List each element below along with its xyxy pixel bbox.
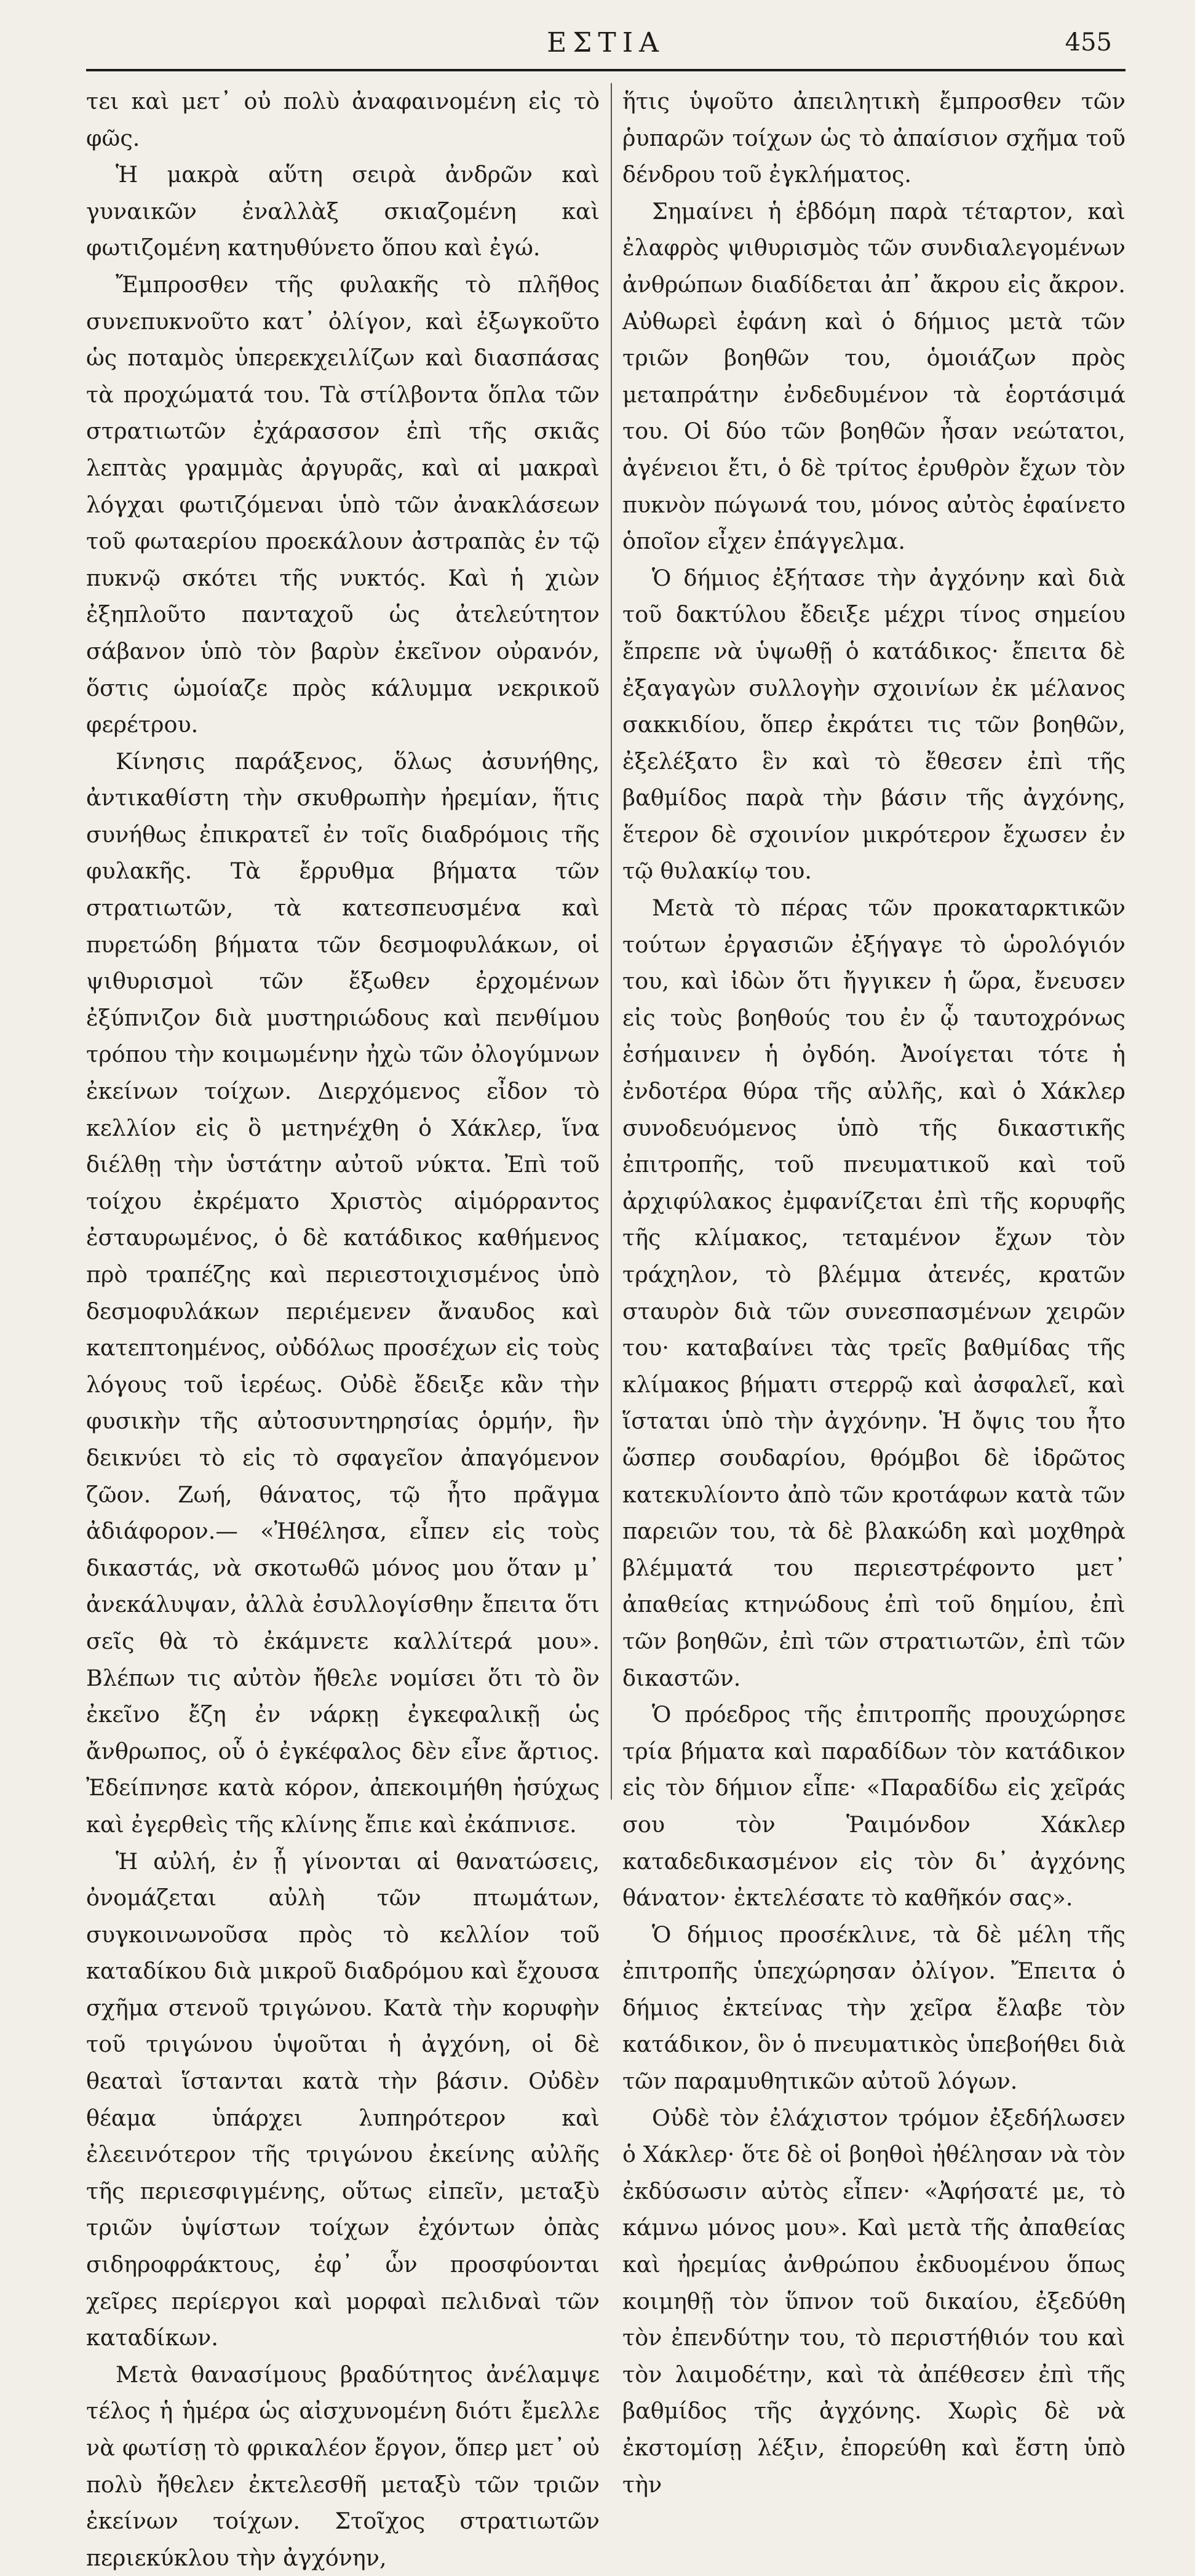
page-header [86,25,1126,74]
paragraph: Ὁ πρόεδρος τῆς ἐπιτροπῆς προυχώρησε τρία βήματα καὶ παραδίδων τὸν κατάδικον εἰς τὸν δήμιον εἶπε· «Παραδίδω εἰς χεῖράς σου τὸν Ῥαιμόνδον Χάκλερ καταδεδικασμένον εἰς τὸν δι᾽ ἀγχόνης θάνατον· ἐκτελέσατε τὸ καθῆκόν σας». [622,1701,1126,1912]
paragraph: Σημαίνει ἡ ἑβδόμη παρὰ τέταρτον, καὶ ἐλαφρὸς ψιθυρισμὸς τῶν συνδιαλεγομένων ἀνθρώπων διαδίδεται ἀπ᾽ ἄκρου εἰς ἄκρον. Αὐθωρεὶ ἐφάνη καὶ ὁ δήμιος μετὰ τῶν τριῶν βοηθῶν του, ὁμοιάζων πρὸς μεταπράτην ἐνδεδυμένον τὰ ἑορτάσιμά του. Οἱ δύο τῶν βοηθῶν ἦσαν νεώτατοι, ἀγένειοι ἔτι, ὁ δὲ τρίτος ἐρυθρὸν ἔχων τὸν πυκνὸν πώγωνά του, μόνος αὐτὸς ἐφαίνετο ὁποῖον εἶχεν ἐπάγγελμα. [622,197,1126,555]
paragraph: Κίνησις παράξενος, ὅλως ἀσυνήθης, ἀντικαθίστη τὴν σκυθρωπὴν ἠρεμίαν, ἥτις συνήθως ἐπικρατεῖ ἐν τοῖς διαδρόμοις τῆς φυλακῆς. Τὰ ἔρρυθμα βήματα τῶν στρατιωτῶν, τὰ κατεσπευσμένα καὶ πυρετώδη βήματα τῶν δεσμοφυλάκων, οἱ ψιθυρισμοὶ τῶν ἔξωθεν ἐρχομένων ἐξύπνιζον διὰ μυστηριώδους καὶ πενθίμου τρόπου τὴν κοιμωμένην ἠχὼ τῶν ὀλογύμνων ἐκείνων τοίχων. Διερχόμενος εἶδον τὸ κελλίον εἰς ὃ μετηνέχθη ὁ Χάκλερ, ἵνα διέλθῃ τὴν ὑστάτην αὐτοῦ νύκτα. Ἐπὶ τοῦ τοίχου ἐκρέματο Χριστὸς αἱμόρραντος ἐσταυρωμένος, ὁ δὲ κατάδικος καθήμενος πρὸ τραπέζης καὶ περιεστοιχισμένος ὑπὸ δεσμοφυλάκων περιέμενεν ἄναυδος καὶ κατεπτοημένος, οὐδόλως προσέχων εἰς τοὺς λόγους τοῦ ἱερέως. Οὐδὲ ἔδειξε κἂν τὴν φυσικὴν τῆς αὐτοσυντηρησίας ὁρμήν, ἣν δεικνύει τὸ εἰς τὸ σφαγεῖον ἀπαγόμενον ζῶον. Ζωή, θάνατος, τῷ ἦτο πρᾶγμα ἀδιάφορον.— «Ἠθέλησα, εἶπεν εἰς τοὺς δικαστάς, νὰ σκοτωθῶ μόνος μου ὅταν μ᾽ ἀνεκάλυψαν, ἀλλὰ ἐσυλλογίσθην ἔπειτα ὅτι σεῖς θὰ τὸ ἐκάμνετε καλλίτερά μου». Βλέπων τις αὐτὸν ἤθελε νομίσει ὅτι τὸ ὂν ἐκεῖνο ἔζη ἐν νάρκῃ ἐγκεφαλικῇ ὡς ἄνθρωπος, οὗ ὁ ἐγκέφαλος δὲν εἶνε ἄρτιος. Ἐδείπνησε κατὰ κόρον, ἀπεκοιμήθη ἡσύχως καὶ ἐγερθεὶς τῆς κλίνης ἔπιε καὶ ἐκάπνισε. [86,748,600,1838]
right-column [622,83,1126,2498]
paragraph: Ὁ δήμιος προσέκλινε, τὰ δὲ μέλη τῆς ἐπιτροπῆς ὑπεχώρησαν ὀλίγον. Ἔπειτα ὁ δήμιος ἐκτείνας τὴν χεῖρα ἔλαβε τὸν κατάδικον, ὃν ὁ πνευματικὸς ὑπεβοήθει διὰ τῶν παραμυθητικῶν αὐτοῦ λόγων. [622,1921,1126,2095]
paragraph: ἥτις ὑψοῦτο ἀπειλητικὴ ἔμπροσθεν τῶν ῥυπαρῶν τοίχων ὡς τὸ ἀπαίσιον σχῆμα τοῦ δένδρου τοῦ ἐγκλήματος. [622,88,1126,188]
paragraph: Μετὰ τὸ πέρας τῶν προκαταρκτικῶν τούτων ἐργασιῶν ἐξήγαγε τὸ ὡρολόγιόν του, καὶ ἰδὼν ὅτι ἤγγικεν ἡ ὥρα, ἔνευσεν εἰς τοὺς βοηθούς του ἐν ᾧ ταυτοχρόνως ἐσήμαινεν ἡ ὀγδόη. Ἀνοίγεται τότε ἡ ἐνδοτέρα θύρα τῆς αὐλῆς, καὶ ὁ Χάκλερ συνοδευόμενος ὑπὸ τῆς δικαστικῆς ἐπιτροπῆς, τοῦ πνευματικοῦ καὶ τοῦ ἀρχιφύλακος ἐμφανίζεται ἐπὶ τῆς κορυφῆς τῆς κλίμακος, τεταμένον ἔχων τὸν τράχηλον, τὸ βλέμμα ἀτενές, κρατῶν σταυρὸν διὰ τῶν συνεσπασμένων χειρῶν του· καταβαίνει τὰς τρεῖς βαθμίδας τῆς κλίμακος βήματι στερρῷ καὶ ἀσφαλεῖ, καὶ ἵσταται ὑπὸ τὴν ἀγχόνην. Ἡ ὄψις του ἦτο ὥσπερ σουδαρίου, θρόμβοι δὲ ἱδρῶτος κατεκυλίοντο ἀπὸ τῶν κροτάφων κατὰ τῶν παρειῶν του, τὰ δὲ βλακώδη καὶ μοχθηρὰ βλέμματά του περιεστρέφοντο μετ᾽ ἀπαθείας κτηνώδους ἐπὶ τοῦ δημίου, ἐπὶ τῶν βοηθῶν, ἐπὶ τῶν στρατιωτῶν, ἐπὶ τῶν δικαστῶν. [622,895,1126,1691]
paragraph: Ὁ δήμιος ἐξήτασε τὴν ἀγχόνην καὶ διὰ τοῦ δακτύλου ἔδειξε μέχρι τίνος σημείου ἔπρεπε νὰ ὑψωθῇ ὁ κατάδικος· ἔπειτα δὲ ἐξαγαγὼν συλλογὴν σχοινίων ἐκ μέλανος σακκιδίου, ὅπερ ἐκράτει τις τῶν βοηθῶν, ἐξελέξατο ἓν καὶ τὸ ἔθεσεν ἐπὶ τῆς βαθμίδος παρὰ τὴν βάσιν τῆς ἀγχόνης, ἕτερον δὲ σχοινίον μικρότερον ἔχωσεν ἐν τῷ θυλακίῳ του. [622,564,1126,885]
paragraph: Ἡ αὐλή, ἐν ᾗ γίνονται αἱ θανατώσεις, ὀνομάζεται αὐλὴ τῶν πτωμάτων, συγκοινωνοῦσα πρὸς τὸ κελλίον τοῦ καταδίκου διὰ μικροῦ διαδρόμου καὶ ἔχουσα σχῆμα στενοῦ τριγώνου. Κατὰ τὴν κορυφὴν τοῦ τριγώνου ὑψοῦται ἡ ἀγχόνη, οἱ δὲ θεαταὶ ἵστανται κατὰ τὴν βάσιν. Οὐδὲν θέαμα ὑπάρχει λυπηρότερον καὶ ἐλεεινότερον τῆς τριγώνου ἐκείνης αὐλῆς τῆς περιεσφιγμένης, οὕτως εἰπεῖν, μεταξὺ τριῶν ὑψίστων τοίχων ἐχόντων ὀπὰς σιδηροφράκτους, ἐφ᾽ ὧν προσφύονται χεῖρες περίεργοι καὶ μορφαὶ πελιδναὶ τῶν καταδίκων. [86,1848,600,2351]
paragraph: Οὐδὲ τὸν ἐλάχιστον τρόμον ἐξεδήλωσεν ὁ Χάκλερ· ὅτε δὲ οἱ βοηθοὶ ἠθέλησαν νὰ τὸν ἐκδύσωσιν αὐτὸς εἶπεν· «Ἀφήσατέ με, τὸ κάμνω μόνος μου». Καὶ μετὰ τῆς ἀπαθείας καὶ ἠρεμίας ἀνθρώπου ἐκδυομένου ὅπως κοιμηθῇ τὸν ὕπνον τοῦ δικαίου, ἐξεδύθη τὸν ἐπενδύτην του, τὸ περιστήθιόν του καὶ τὸν λαιμοδέτην, καὶ τὰ ἀπέθεσεν ἐπὶ τῆς βαθμίδος τῆς ἀγχόνης. Χωρὶς δὲ νὰ ἐκστομίσῃ λέξιν, ἐπορεύθη καὶ ἔστη ὑπὸ τὴν [622,2104,1126,2498]
paragraph: Μετὰ θανασίμους βραδύτητος ἀνέλαμψε τέλος ἡ ἡμέρα ὡς αἰσχυνομένη διότι ἔμελλε νὰ φωτίσῃ τὸ φρικαλέον ἔργον, ὅπερ μετ᾽ οὐ πολὺ ἤθελεν ἐκτελεσθῆ μεταξὺ τῶν τριῶν ἐκείνων τοίχων. Στοῖχος στρατιωτῶν περιεκύκλου τὴν ἀγχόνην, [86,2361,600,2571]
paragraph: Ἔμπροσθεν τῆς φυλακῆς τὸ πλῆθος συνεπυκνοῦτο κατ᾽ ὀλίγον, καὶ ἐξωγκοῦτο ὡς ποταμὸς ὑπερεκχειλίζων καὶ διασπάσας τὰ προχώματά του. Τὰ στίλβοντα ὅπλα τῶν στρατιωτῶν ἐχάρασσον ἐπὶ τῆς σκιᾶς λεπτὰς γραμμὰς ἀργυρᾶς, καὶ αἱ μακραὶ λόγχαι φωτιζόμεναι ὑπὸ τῶν ἀνακλάσεων τοῦ φωταερίου προεκάλουν ἀστραπὰς ἐν τῷ πυκνῷ σκότει τῆς νυκτός. Καὶ ἡ χιὼν ἐξηπλοῦτο πανταχοῦ ὡς ἀτελεύτητον σάβανον ὑπὸ τὸν βαρὺν ἐκεῖνον οὐρανόν, ὅστις ὡμοίαζε πρὸς κάλυμμα νεκρικοῦ φερέτρου. [86,271,600,738]
left-column [86,83,600,2571]
page-number: 455 [1065,28,1112,57]
paragraph: τει καὶ μετ᾽ οὐ πολὺ ἀναφαινομένη εἰς τὸ φῶς. [86,88,600,151]
column-divider [611,83,612,1800]
running-title: ΕΣΤΙΑ [547,27,665,58]
paragraph: Ἡ μακρὰ αὕτη σειρὰ ἀνδρῶν καὶ γυναικῶν ἐναλλὰξ σκιαζομένη καὶ φωτιζομένη κατηυθύνετο ὅπου καὶ ἐγώ. [86,161,600,261]
header-rule [86,69,1126,71]
